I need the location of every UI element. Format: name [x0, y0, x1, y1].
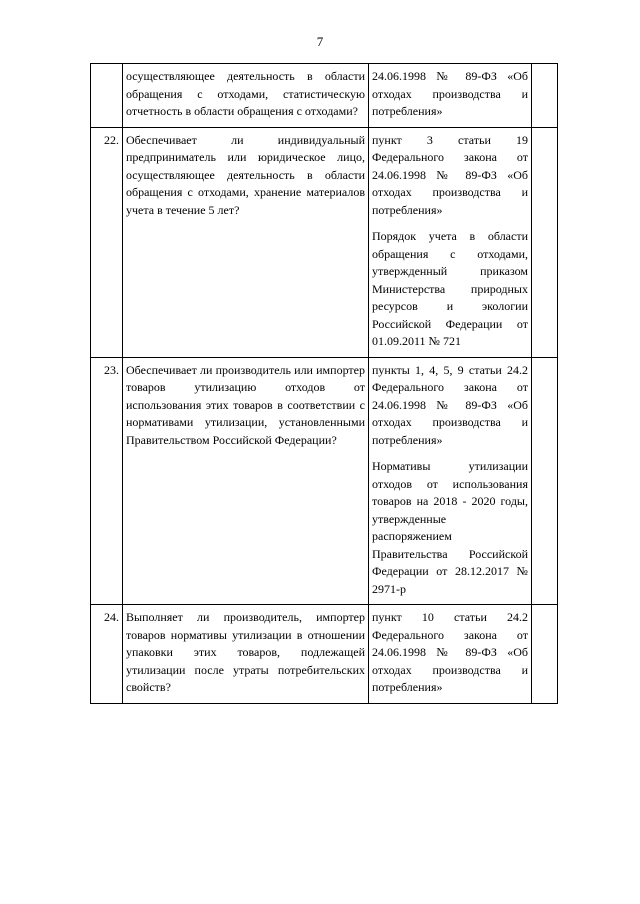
legal-basis-text: Нормативы утилизации отходов от использования товаров на 2018 - 2020 годы, утвержденные распоряжением Правительства Российской Федерации от 28.12.2017 № 2971-р — [372, 459, 528, 596]
table-row — [91, 64, 558, 128]
row-number: 24. — [91, 605, 123, 704]
empty-cell — [532, 127, 558, 357]
question-text: Выполняет ли производитель, импортер товаров нормативы утилизации в отношении упаковки этих товаров, подлежащей утилизации после утраты потребительских свойств? — [123, 605, 369, 704]
legal-basis-cell — [369, 127, 532, 357]
empty-cell — [532, 64, 558, 128]
legal-basis-cell — [369, 357, 532, 605]
table-row — [91, 357, 558, 605]
row-number: 23. — [91, 357, 123, 605]
table-row — [91, 127, 558, 357]
empty-cell — [532, 357, 558, 605]
legal-basis-text: пункт 3 статьи 19 Федерального закона от 24.06.1998 № 89-ФЗ «Об отходах производства и потребления» — [372, 132, 528, 217]
legal-basis-cell — [369, 605, 532, 704]
legal-basis-text: Порядок учета в области обращения с отходами, утвержденный приказом Министерства природных ресурсов и экологии Российской Федерации от 01.09.2011 № 721 — [372, 229, 528, 348]
row-number: 22. — [91, 127, 123, 357]
legal-basis-text: пункт 10 статьи 24.2 Федерального закона от 24.06.1998 № 89-ФЗ «Об отходах производства и потребления» — [372, 610, 528, 694]
legal-basis-text: 24.06.1998 № 89-ФЗ «Об отходах производства и потребления» — [372, 69, 528, 118]
question-text: Обеспечивает ли индивидуальный предприниматель или юридическое лицо, осуществляющее деятельность в области обращения с отходами, хранение материалов учета в течение 5 лет? — [123, 127, 369, 357]
table-row — [91, 605, 558, 704]
question-text: осуществляющее деятельность в области обращения с отходами, статистическую отчетность в области обращения с отходами? — [123, 64, 369, 128]
legal-basis-cell — [369, 64, 532, 128]
question-text: Обеспечивает ли производитель или импортер товаров утилизацию отходов от использования этих товаров в соответствии с нормативами утилизации, установленными Правительством Российской Федерации? — [123, 357, 369, 605]
empty-cell — [532, 605, 558, 704]
legal-basis-text: пункты 1, 4, 5, 9 статьи 24.2 Федерального закона от 24.06.1998 № 89-ФЗ «Об отходах производства и потребления» — [372, 362, 528, 447]
row-number — [91, 64, 123, 128]
page-number: 7 — [316, 34, 324, 49]
requirements-table — [90, 63, 558, 704]
